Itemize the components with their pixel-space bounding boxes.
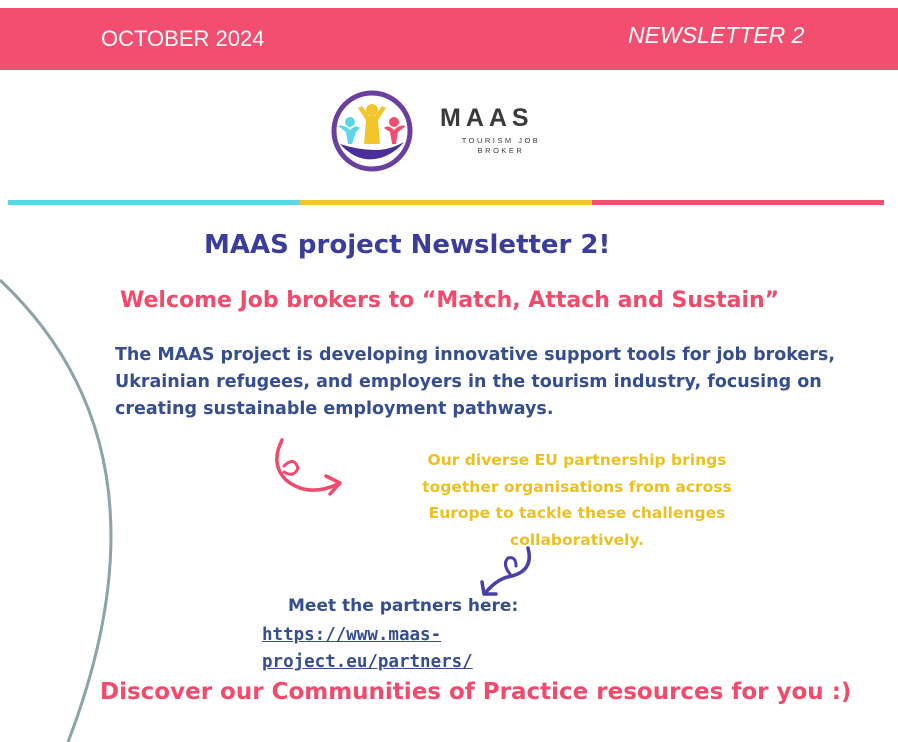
partnership-text: Our diverse EU partnership brings together organisations from across Europe to tackle these challenges collaboratively. xyxy=(422,451,732,549)
welcome-heading: Welcome Job brokers to “Match, Attach and Sustain” xyxy=(120,288,780,313)
newsletter-title: MAAS project Newsletter 2! xyxy=(204,230,611,260)
partners-link[interactable]: https://www.maas-project.eu/partners/ xyxy=(262,625,473,672)
maas-logo-icon xyxy=(328,86,416,176)
meet-partners-label: Meet the partners here: xyxy=(288,596,519,616)
curly-arrow-down-icon xyxy=(476,544,538,600)
divider-yellow xyxy=(300,200,592,205)
brand-tagline: TOURISM JOB BROKER xyxy=(461,136,541,155)
curly-arrow-icon xyxy=(268,436,348,498)
brand-name: MAAS xyxy=(440,104,534,132)
newsletter-issue: NEWSLETTER 2 xyxy=(628,22,805,48)
discover-heading: Discover our Communities of Practice resources for you :) xyxy=(100,679,852,705)
divider-cyan xyxy=(8,200,300,205)
divider-pink xyxy=(592,200,884,205)
newsletter-date: OCTOBER 2024 xyxy=(101,26,265,51)
decorative-arc xyxy=(0,270,140,742)
intro-paragraph: The MAAS project is developing innovative support tools for job brokers, Ukrainian refugees, and employers in the tourism industry, focusing on creating sustainable employment pathways. xyxy=(115,345,835,419)
